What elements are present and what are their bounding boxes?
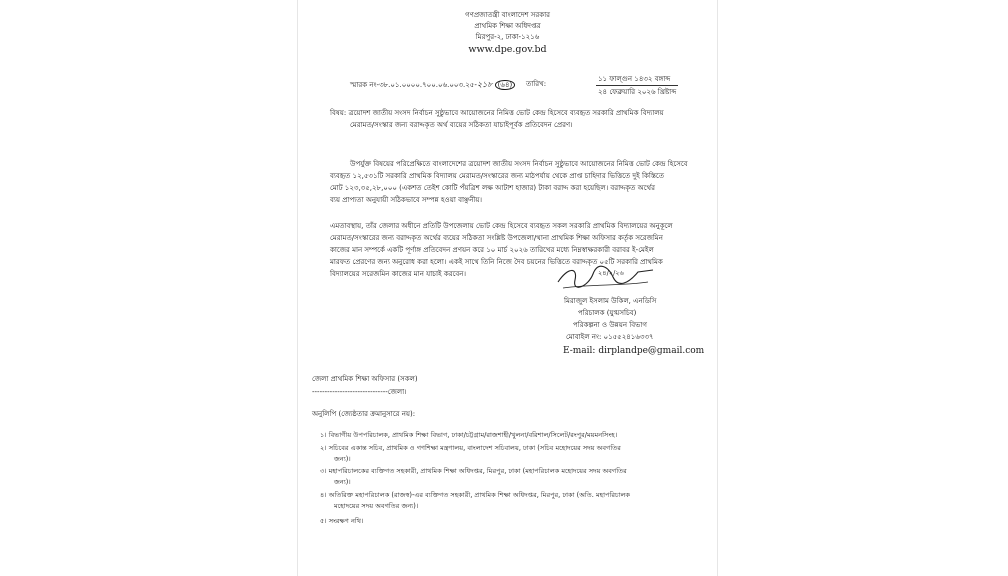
memo-reference-prefix: স্মারক নং-৩৮.০১.০০০০.৭০০.০৬.০০৩.২৫- — [350, 81, 477, 89]
signature-date-mark: ২৪/২/২৬ — [598, 269, 624, 277]
signatory-designation: পরিচালক (যুগ্মসচিব) — [578, 309, 637, 317]
copy-item-3-line-2: জন্য)। — [334, 478, 351, 486]
body-para1-line-1: উপর্যুক্ত বিষয়ের পরিপ্রেক্ষিতে বাংলাদেশের ত্রয়োদশ জাতীয় সংসদ নির্বাচন সুষ্ঠুভাবে আয়োজনের নিমিত্ত ভোট কেন্দ্র হিসেবে — [350, 160, 688, 168]
recipient-line-1: জেলা প্রাথমিক শিক্ষা অফিসার (সকল) — [312, 375, 418, 383]
memo-reference-stamp: (৬৪) — [495, 80, 516, 90]
date-english: ২৪ ফেব্রুয়ারি ২০২৬ খ্রিষ্টাব্দ — [598, 88, 677, 96]
copy-item-2-line-1: ২। সচিবের একান্ত সচিব, প্রাথমিক ও গণশিক্ষা মন্ত্রণালয়, বাংলাদেশ সচিবালয়, ঢাকা (সচিব মহোদয়ের সদয় অবগতির — [320, 444, 621, 452]
signatory-division: পরিকল্পনা ও উন্নয়ন বিভাগ — [573, 321, 648, 329]
document-page — [297, 0, 718, 576]
copy-item-5: ৫। সংরক্ষণ নথি। — [320, 517, 364, 525]
date-label: তারিখ: — [526, 80, 547, 88]
body-para2-line-1: এমতাবস্থায়, তাঁর জেলার অধীনে প্রতিটি উপজেলায় ভোট কেন্দ্র হিসেবে ব্যবহৃত সকল সরকারি প্রাথমিক বিদ্যালয়ের অনুকূলে — [330, 222, 673, 230]
copies-heading: অনুলিপি (জ্যেষ্ঠতার ক্রমানুসারে নয়): — [312, 410, 416, 418]
header-website: www.dpe.gov.bd — [468, 44, 547, 55]
memo-reference — [350, 80, 515, 90]
body-para1-line-4: ব্যয় প্রাপ্যতা অনুযায়ী সঠিকভাবে সম্পন্ন হওয়া বাঞ্ছনীয়। — [330, 196, 483, 204]
signatory-name: মিরাজুল ইসলাম উকিল, এনডিসি — [564, 297, 657, 305]
body-para2-line-2: মেরামত/সংস্কারের জন্য বরাদ্দকৃত অর্থের ব্যয়ের সঠিকতা সংশ্লিষ্ট উপজেলা/থানা প্রাথমিক শিক্ষা অফিসার কর্তৃক সরেজমিন — [330, 234, 663, 242]
subject-line-2: মেরামত/সংস্কার জন্য বরাদ্দকৃত অর্থ ব্যয়ের সঠিকতা যাচাইপূর্বক প্রতিবেদন প্রেরণ। — [350, 121, 573, 129]
body-para1-line-2: ব্যবহৃত ১২,৫৩১টি সরকারি প্রাথমিক বিদ্যালয় মেরামত/সংস্কারের জন্য মাঠপর্যায় থেকে প্রাপ্ত চাহিদার ভিত্তিতে দুই কিস্তিতে — [330, 172, 664, 180]
body-para2-line-4: মারফত প্রেরণের জন্য অনুরোধ করা হলো। একই সাথে তিনি নিজে দৈব চয়নের ভিত্তিতে বরাদ্দকৃত ০৫টি সরকারি প্রাথমিক — [330, 258, 663, 266]
copy-item-4-line-1: ৪। অতিরিক্ত মহাপরিচালক (রাজস্ব)-এর ব্যক্তিগত সহকারী, প্রাথমিক শিক্ষা অধিদপ্তর, মিরপুর, ঢাকা (অতি. মহাপরিচালক — [320, 491, 630, 499]
copy-item-1: ১। বিভাগীয় উপপরিচালক, প্রাথমিক শিক্ষা বিভাগ, ঢাকা/চট্টগ্রাম/রাজশাহী/খুলনা/বরিশাল/সিলেট/রংপুর/ময়মনসিংহ। — [320, 431, 618, 439]
copy-item-2-line-2: জন্য)। — [334, 455, 351, 463]
copy-item-3-line-1: ৩। মহাপরিচালকের ব্যক্তিগত সহকারী, প্রাথমিক শিক্ষা অধিদপ্তর, মিরপুর, ঢাকা (মহাপরিচালক মহোদয়ের সদয় অবগতির — [320, 467, 627, 475]
body-para2-line-5: বিদ্যালয়ের সরেজমিন কাজের মান যাচাই করবেন। — [330, 270, 466, 278]
memo-reference-number: ২১৮ — [476, 80, 493, 89]
signatory-email: E-mail: dirplandpe@gmail.com — [563, 346, 705, 356]
recipient-line-2: ------------------------------জেলা। — [312, 388, 407, 396]
copy-item-4-line-2: মহোদয়ের সদয় অবগতির জন্য)। — [334, 502, 419, 510]
body-para1-line-3: মোট ১২৩,৩৫,২৮,০০০ (একশত তেইশ কোটি পঁয়ত্রিশ লক্ষ আটাশ হাজার) টাকা বরাদ্দ করা হয়েছিল। বরাদ্দকৃত অর্থের — [330, 184, 655, 192]
body-para2-line-3: কাজের মান সম্পর্কে একটি পূর্ণাঙ্গ প্রতিবেদন প্রণয়ন করে ১০ মার্চ ২০২৬ তারিখের মধ্যে নিম্নস্বাক্ষরকারী বরাবর ই-মেইল — [330, 246, 654, 254]
signatory-mobile: মোবাইল নং: ০১৫৫২৪১৬৩৩৭ — [566, 333, 654, 341]
date-divider — [596, 85, 678, 86]
date-bangla: ১১ ফাল্গুন ১৪৩২ বঙ্গাব্দ — [598, 75, 671, 83]
header-directorate: প্রাথমিক শিক্ষা অধিদপ্তর — [474, 22, 541, 30]
subject-line-1: বিষয়: ত্রয়োদশ জাতীয় সংসদ নির্বাচন সুষ্ঠুভাবে আয়োজনের নিমিত্ত ভোট কেন্দ্র হিসেবে ব্যবহৃত সরকারি প্রাথমিক বিদ্যালয় — [330, 109, 664, 117]
header-government: গণপ্রজাতন্ত্রী বাংলাদেশ সরকার — [465, 11, 550, 19]
header-address: মিরপুর-২, ঢাকা-১২১৬ — [475, 33, 540, 41]
